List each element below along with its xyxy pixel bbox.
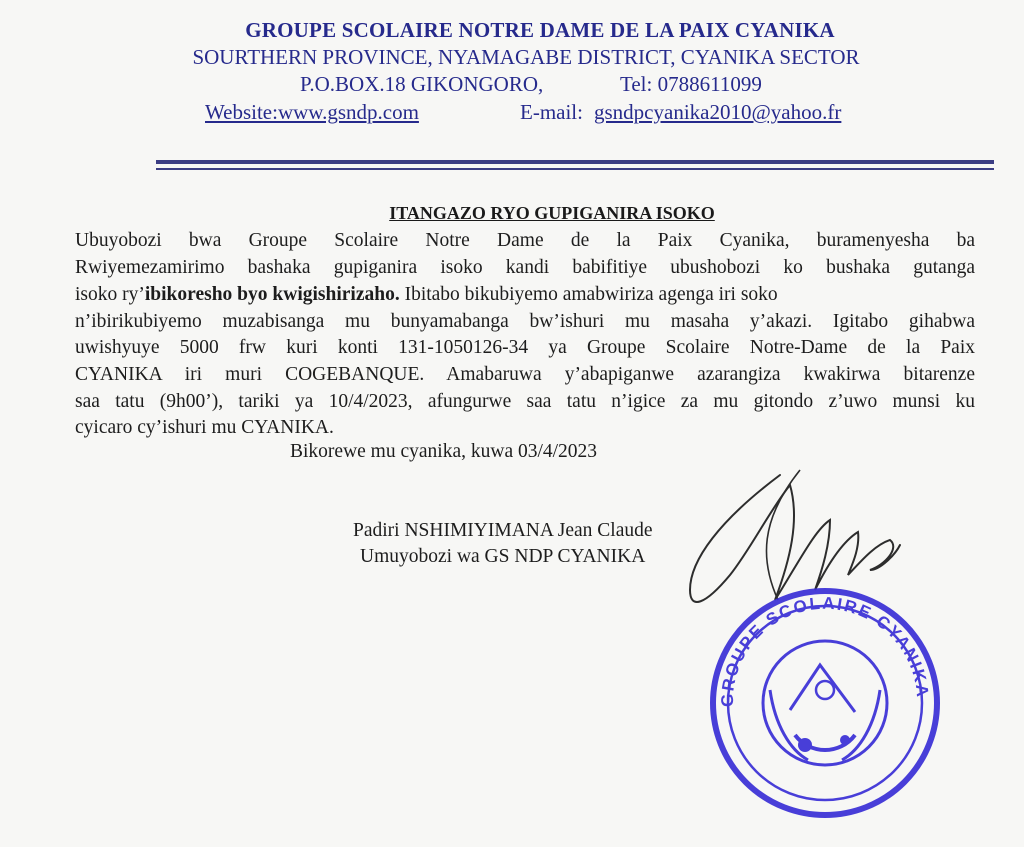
notice-highlight: ibikoresho byo kwigishirizaho. bbox=[144, 284, 400, 305]
po-box: P.O.BOX.18 GIKONGORO, bbox=[300, 72, 544, 96]
notice-line-3-end: Ibitabo bikubiyemo amabwiriza agenga iri soko bbox=[399, 284, 778, 305]
school-stamp bbox=[713, 591, 937, 815]
notice-line-8: cyicaro cy’ishuri mu CYANIKA. bbox=[75, 417, 334, 438]
svg-text:GROUPE SCOLAIRE CYANIKA bbox=[718, 594, 932, 707]
notice-line-6: CYANIKA iri muri COGEBANQUE. Amabaruwa y’abapiganwe azarangiza kwakirwa bitarenze bbox=[75, 364, 975, 385]
school-location: SOURTHERN PROVINCE, NYAMAGABE DISTRICT, CYANIKA SECTOR bbox=[192, 45, 860, 69]
email-label: E-mail: bbox=[520, 100, 583, 124]
notice-line-3 bbox=[75, 284, 975, 306]
notice-line-2: Rwiyemezamirimo bashaka gupiganira isoko kandi babifitiye ubushobozi ko bushaka gutanga bbox=[75, 257, 975, 278]
notice-line-7: saa tatu (9h00’), tariki ya 10/4/2023, afungurwe saa tatu n’igice za mu gitondo z’uwo munsi ku bbox=[75, 391, 975, 412]
notice-line-1: Ubuyobozi bwa Groupe Scolaire Notre Dame de la Paix Cyanika, buramenyesha ba bbox=[75, 230, 975, 251]
signatory-role: Umuyobozi wa GS NDP CYANIKA bbox=[360, 546, 646, 567]
stamp-text: GROUPE SCOLAIRE CYANIKA bbox=[717, 593, 933, 708]
header-divider-thick bbox=[156, 160, 994, 164]
signature-stroke bbox=[766, 470, 800, 600]
email-link[interactable]: gsndpcyanika2010@yahoo.fr bbox=[594, 100, 842, 124]
header-divider-thin bbox=[156, 168, 994, 170]
telephone: Tel: 0788611099 bbox=[620, 72, 762, 96]
website-link[interactable]: Website:www.gsndp.com bbox=[205, 100, 419, 124]
date-line: Bikorewe mu cyanika, kuwa 03/4/2023 bbox=[290, 441, 598, 462]
signature-scribble bbox=[690, 475, 900, 602]
school-name: GROUPE SCOLAIRE NOTRE DAME DE LA PAIX CYANIKA bbox=[245, 18, 835, 42]
notice-line-5: uwishyuye 5000 frw kuri konti 131-1050126-34 ya Groupe Scolaire Notre-Dame de la Paix bbox=[75, 337, 975, 358]
notice-line-3-start: isoko ry’ bbox=[75, 284, 145, 305]
notice-title: ITANGAZO RYO GUPIGANIRA ISOKO bbox=[389, 203, 715, 223]
notice-line-4: n’ibirikubiyemo muzabisanga mu bunyamabanga bw’ishuri mu masaha y’akazi. Igitabo gihabwa bbox=[75, 311, 975, 332]
signatory-name: Padiri NSHIMIYIMANA Jean Claude bbox=[353, 520, 653, 541]
